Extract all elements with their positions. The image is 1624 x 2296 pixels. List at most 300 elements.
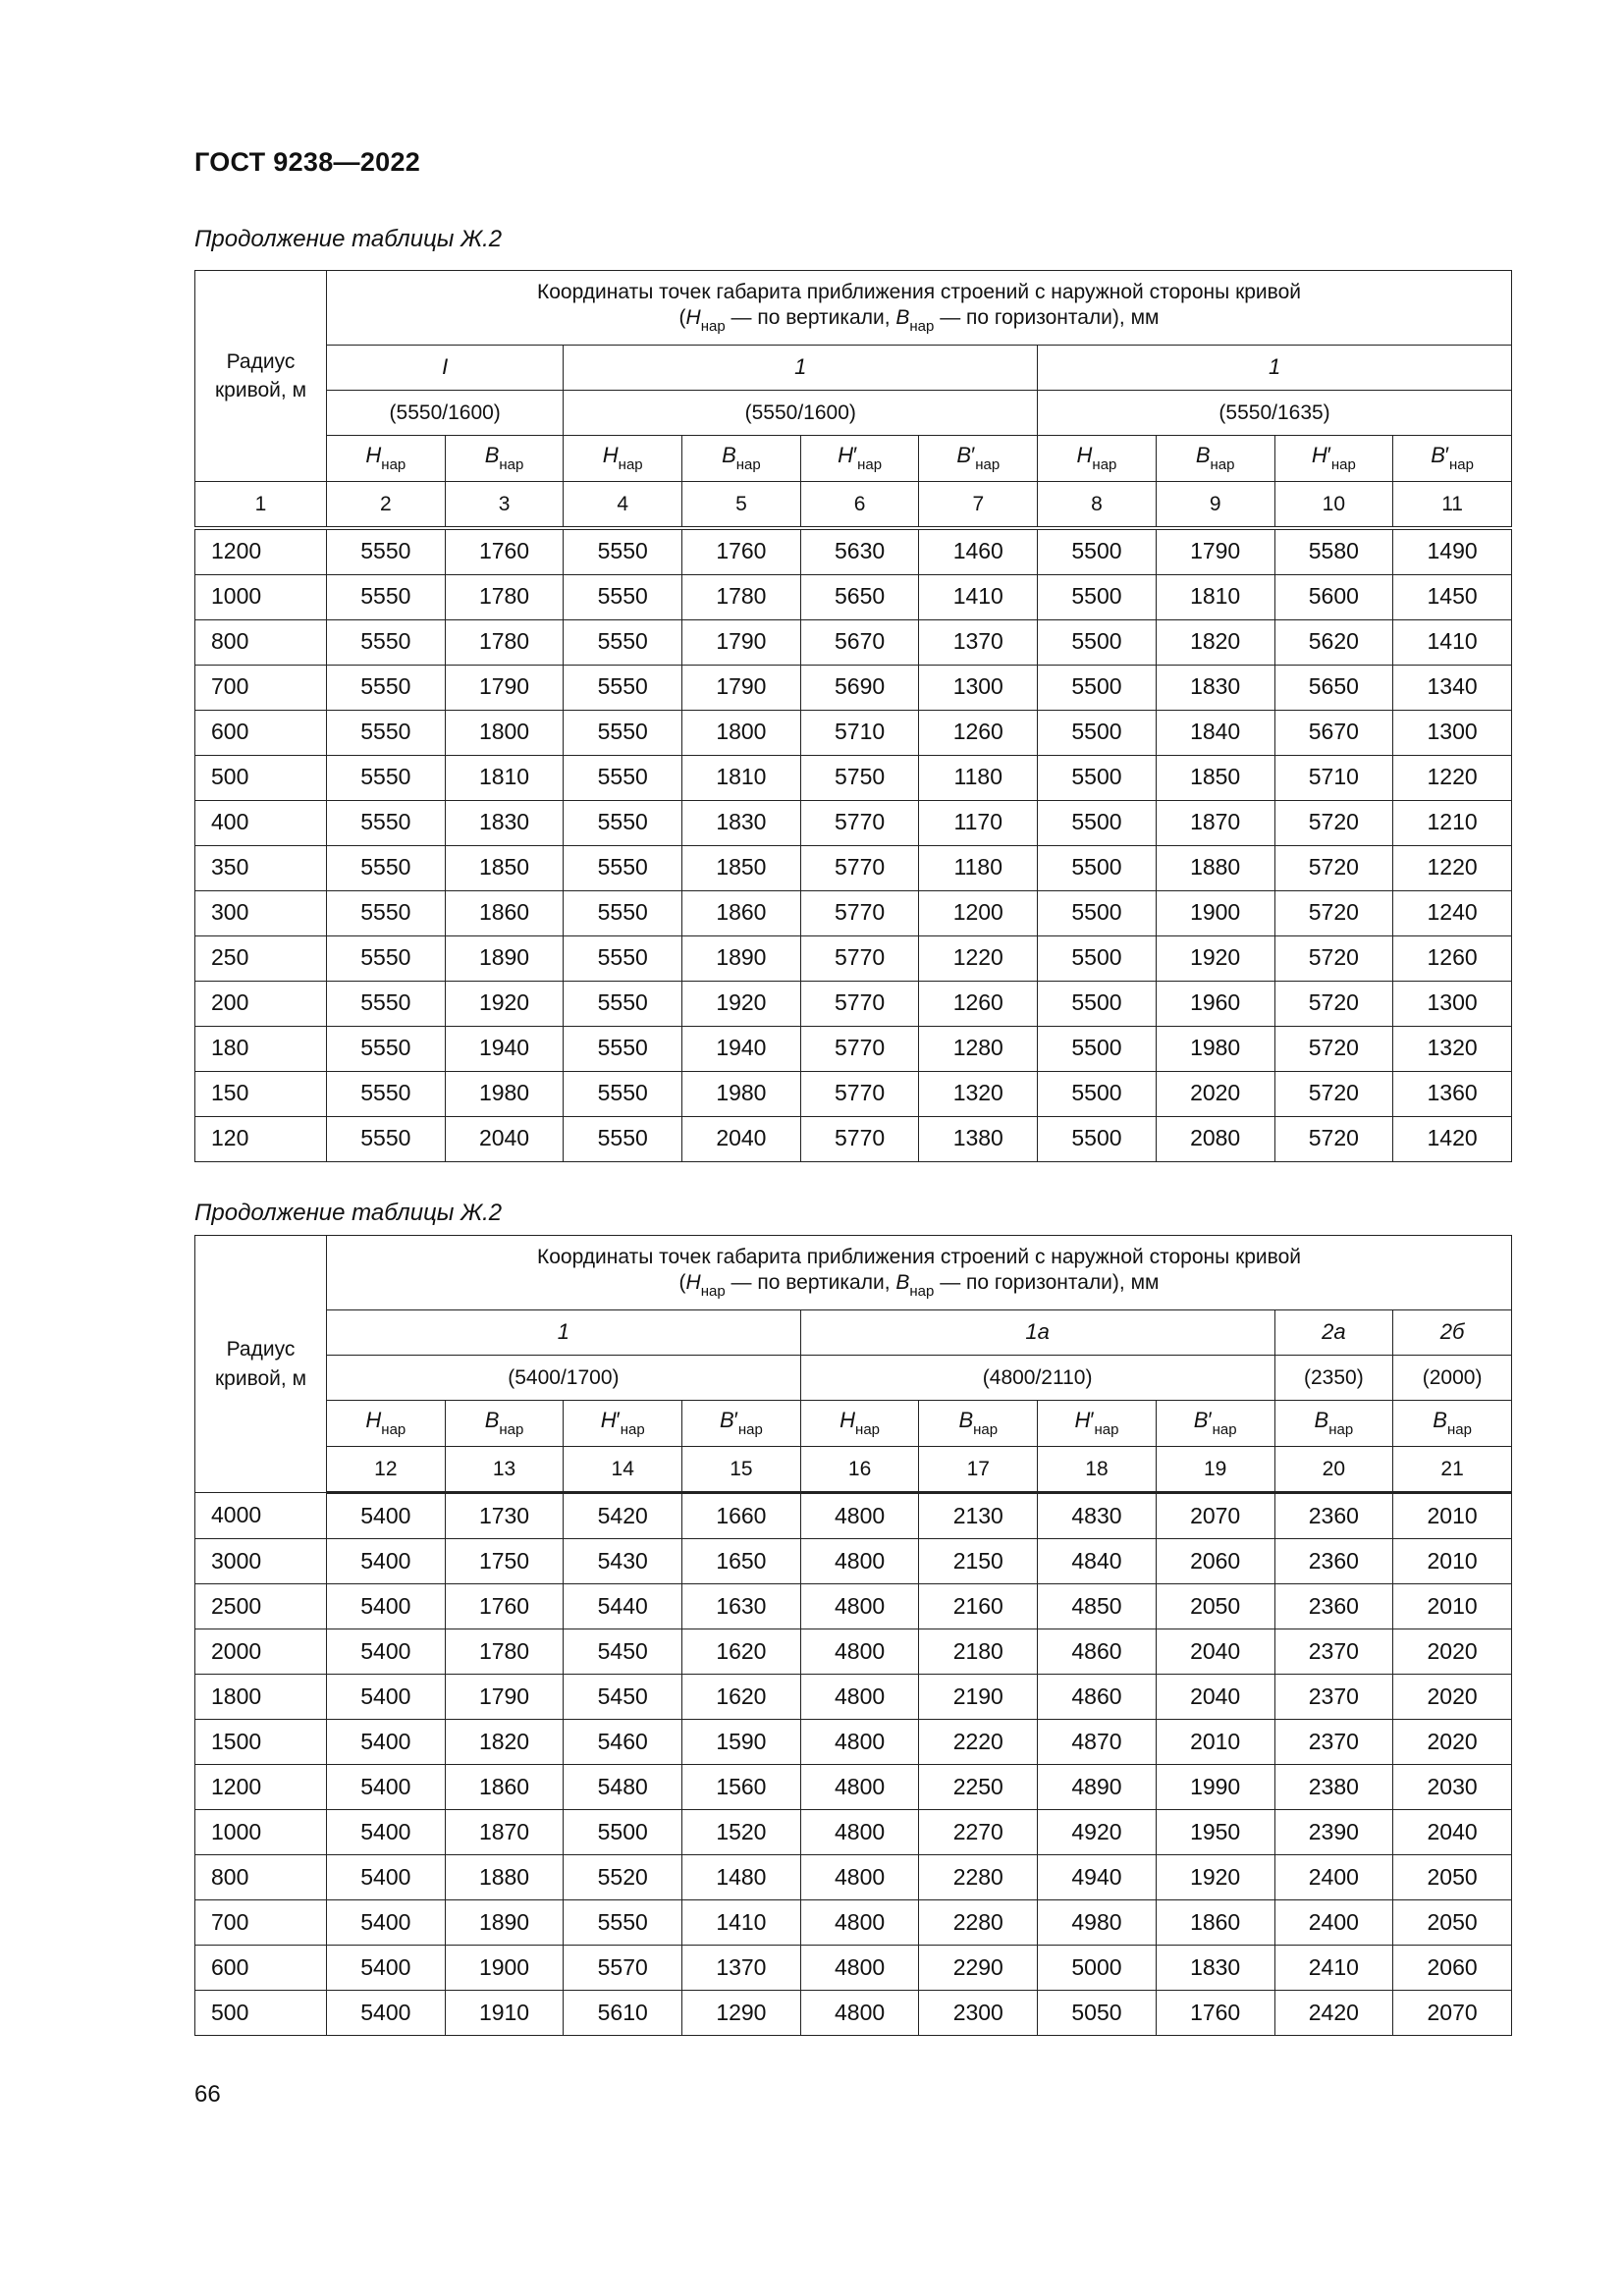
table-cell: 5550 [564,528,682,575]
coordinate-symbol [1393,436,1512,482]
table-cell: 4800 [800,1765,919,1810]
symbol-subscript: нар [381,1421,406,1438]
table-cell: 5500 [1038,710,1157,755]
table-row [195,800,1512,845]
table-cell: 5720 [1274,1071,1393,1116]
table-cell: 4890 [1038,1765,1157,1810]
table-row [195,845,1512,890]
table-cell: 2050 [1393,1855,1512,1900]
table-cell: 4830 [1038,1493,1157,1539]
table-cell: 2290 [919,1946,1038,1991]
table-title-line2 [327,1270,1511,1301]
table-row [195,755,1512,800]
table-cell: 1960 [1156,981,1274,1026]
symbol-prime: ′ [1208,1408,1213,1432]
table-cell: 1790 [682,665,801,710]
table-row [195,1539,1512,1584]
column-number: 6 [800,482,919,528]
table-cell: 1180 [919,845,1038,890]
radius-value: 3000 [195,1539,327,1584]
table-cell: 1300 [1393,710,1512,755]
table-cell: 5550 [564,619,682,665]
table-row [195,1026,1512,1071]
table-cell: 5550 [327,755,446,800]
coordinate-symbol [327,436,446,482]
table-cell: 5550 [564,845,682,890]
table-cell: 1320 [1393,1026,1512,1071]
table-cell: 1590 [682,1720,801,1765]
symbol-subscript: нар [975,456,1001,473]
table-cell: 1260 [1393,935,1512,981]
symbol-prime: ′ [1326,443,1331,467]
table-cell: 1630 [682,1584,801,1629]
table-cell: 5550 [327,1026,446,1071]
table-cell: 1750 [445,1539,564,1584]
symbol-subscript: нар [499,456,524,473]
table-cell: 2420 [1274,1991,1393,2036]
table-cell: 5690 [800,665,919,710]
table-cell: 2390 [1274,1810,1393,1855]
table-cell: 5400 [327,1765,446,1810]
table-cell: 1890 [682,935,801,981]
table-cell: 5720 [1274,981,1393,1026]
table-cell: 2370 [1274,1720,1393,1765]
table-cell: 1760 [1156,1991,1274,2036]
symbol-letter: H [602,443,619,467]
table-cell: 2040 [682,1116,801,1161]
table-cell: 2280 [919,1855,1038,1900]
table-cell: 5720 [1274,935,1393,981]
table-cell: 5480 [564,1765,682,1810]
table-cell: 1790 [682,619,801,665]
table-cell: 5770 [800,890,919,935]
symbol-letter: B [720,1408,734,1432]
table-cell: 5430 [564,1539,682,1584]
table-cell: 5440 [564,1584,682,1629]
table-cell: 1780 [445,1629,564,1675]
symbol-prime: ′ [733,1408,738,1432]
coordinate-symbol [564,436,682,482]
table-row [195,1584,1512,1629]
table-cell: 1790 [1156,528,1274,575]
gauge-size: (5400/1700) [327,1356,801,1401]
table-cell: 5550 [564,1071,682,1116]
table-cell: 1900 [1156,890,1274,935]
table-cell: 1780 [682,574,801,619]
title-text-part: — по вертикали, [725,1270,896,1294]
table-cell: 5500 [1038,981,1157,1026]
table-row [195,890,1512,935]
table-cell: 5500 [1038,1116,1157,1161]
clearance-table-2 [194,1235,1512,2036]
column-number: 11 [1393,482,1512,528]
symbol-subscript: нар [1328,1421,1354,1438]
table-cell: 1980 [1156,1026,1274,1071]
table-cell: 4850 [1038,1584,1157,1629]
header-row-gauge-sizes [195,391,1512,436]
radius-value: 250 [195,935,327,981]
symbol-letter: B [956,443,972,467]
radius-header: Радиус кривой, м [195,1236,327,1493]
table-cell: 5620 [1274,619,1393,665]
gauge-size: (5550/1600) [327,391,564,436]
radius-value: 150 [195,1071,327,1116]
table-cell: 5450 [564,1629,682,1675]
table-cell: 1220 [1393,755,1512,800]
symbol-letter: B [958,1408,974,1432]
table-cell: 2160 [919,1584,1038,1629]
table-cell: 1940 [445,1026,564,1071]
header-row-symbols [195,436,1512,482]
table-cell: 2060 [1156,1539,1274,1584]
table-cell: 2190 [919,1675,1038,1720]
table-cell: 2050 [1156,1584,1274,1629]
table-cell: 5500 [1038,845,1157,890]
table-cell: 2370 [1274,1675,1393,1720]
table-cell: 2130 [919,1493,1038,1539]
table-cell: 5400 [327,1539,446,1584]
radius-value: 1800 [195,1675,327,1720]
table-cell: 2010 [1393,1539,1512,1584]
symbol-letter: H [1311,443,1327,467]
table-cell: 5450 [564,1675,682,1720]
coordinate-symbol [1038,436,1157,482]
symbol-letter: B [1195,443,1211,467]
title-symbol: B [895,305,910,329]
table-cell: 5710 [800,710,919,755]
table-cell: 5050 [1038,1991,1157,2036]
table-cell: 2250 [919,1765,1038,1810]
table-cell: 5550 [564,981,682,1026]
table1-container [194,270,1512,1162]
symbol-letter: H [1074,1408,1091,1432]
coordinate-symbol [564,1401,682,1447]
table-cell: 5720 [1274,1116,1393,1161]
table-cell: 5400 [327,1720,446,1765]
coordinate-symbol [1274,436,1393,482]
table-cell: 1560 [682,1765,801,1810]
header-row-gauge-numbers [195,346,1512,391]
table-cell: 1810 [1156,574,1274,619]
column-number: 7 [919,482,1038,528]
coordinate-symbol [800,436,919,482]
table-cell: 1760 [445,1584,564,1629]
header-row-column-numbers [195,1447,1512,1493]
column-number: 19 [1156,1447,1274,1493]
table-cell: 1320 [919,1071,1038,1116]
table-cell: 1620 [682,1629,801,1675]
table-cell: 5610 [564,1991,682,2036]
table2-caption: Продолжение таблицы Ж.2 [194,1200,503,1226]
table-cell: 2080 [1156,1116,1274,1161]
table-cell: 4800 [800,1810,919,1855]
title-symbol: H [685,305,701,329]
column-number: 3 [445,482,564,528]
column-number: 2 [327,482,446,528]
table-cell: 1760 [682,528,801,575]
table-cell: 1730 [445,1493,564,1539]
table-cell: 1980 [445,1071,564,1116]
table-cell: 5720 [1274,800,1393,845]
coordinate-symbol [1393,1401,1512,1447]
table-cell: 5550 [564,710,682,755]
table-row [195,1765,1512,1810]
table-cell: 4860 [1038,1629,1157,1675]
table-cell: 5500 [1038,1071,1157,1116]
table-row [195,574,1512,619]
table-row [195,1071,1512,1116]
table-cell: 5550 [327,574,446,619]
coordinate-symbol [682,436,801,482]
column-number: 21 [1393,1447,1512,1493]
table-cell: 5500 [1038,528,1157,575]
table-cell: 5460 [564,1720,682,1765]
table-cell: 5550 [564,935,682,981]
table-cell: 1780 [445,619,564,665]
radius-value: 600 [195,1946,327,1991]
table-cell: 2370 [1274,1629,1393,1675]
table-cell: 4920 [1038,1810,1157,1855]
table-cell: 1860 [445,890,564,935]
table-cell: 5550 [327,528,446,575]
table-cell: 2410 [1274,1946,1393,1991]
table-cell: 5550 [327,845,446,890]
clearance-table-1 [194,270,1512,1162]
table-cell: 4800 [800,1991,919,2036]
table-cell: 2010 [1393,1584,1512,1629]
table1-caption: Продолжение таблицы Ж.2 [194,226,503,252]
table-cell: 1870 [1156,800,1274,845]
symbol-subscript: нар [973,1421,999,1438]
table-cell: 1880 [1156,845,1274,890]
table-cell: 5400 [327,1810,446,1855]
table-cell: 5550 [327,800,446,845]
table-cell: 2400 [1274,1855,1393,1900]
symbol-letter: H [365,1408,382,1432]
gauge-number: 1 [327,1310,801,1356]
table-cell: 5550 [564,574,682,619]
table-cell: 1280 [919,1026,1038,1071]
table-row [195,1946,1512,1991]
table-cell: 2060 [1393,1946,1512,1991]
table-cell: 2010 [1393,1493,1512,1539]
table-cell: 1860 [445,1765,564,1810]
title-text-part: — по горизонтали), мм [934,1270,1160,1294]
table-cell: 2040 [445,1116,564,1161]
table-cell: 4980 [1038,1900,1157,1946]
table-cell: 5550 [564,1900,682,1946]
table-cell: 1170 [919,800,1038,845]
table-cell: 5400 [327,1493,446,1539]
table-cell: 1370 [682,1946,801,1991]
table-cell: 1920 [1156,1855,1274,1900]
coordinate-symbol [1038,1401,1157,1447]
column-number: 12 [327,1447,446,1493]
column-number: 10 [1274,482,1393,528]
gauge-number: 1 [1038,346,1512,391]
coordinate-symbol [919,1401,1038,1447]
title-subscript: нар [909,1282,935,1300]
symbol-letter: B [1431,443,1445,467]
table-cell: 2150 [919,1539,1038,1584]
table-cell: 4860 [1038,1675,1157,1720]
table-cell: 1890 [445,1900,564,1946]
table-cell: 1370 [919,619,1038,665]
table-cell: 5550 [564,800,682,845]
table-cell: 5550 [327,1116,446,1161]
table-cell: 5550 [327,710,446,755]
table-cell: 5000 [1038,1946,1157,1991]
radius-value: 1000 [195,1810,327,1855]
symbol-subscript: нар [857,456,883,473]
table-row [195,665,1512,710]
table-cell: 5720 [1274,890,1393,935]
table-cell: 5500 [1038,755,1157,800]
radius-value: 120 [195,1116,327,1161]
table-cell: 2020 [1393,1675,1512,1720]
table-cell: 1800 [682,710,801,755]
gauge-size: (5550/1600) [564,391,1038,436]
title-symbol: B [895,1270,910,1294]
table-cell: 5550 [564,1116,682,1161]
table-cell: 2360 [1274,1493,1393,1539]
header-row-title [195,1236,1512,1310]
title-symbol: H [685,1270,701,1294]
table-cell: 4800 [800,1675,919,1720]
table-cell: 1980 [682,1071,801,1116]
table-cell: 5500 [1038,574,1157,619]
table-cell: 5500 [1038,1026,1157,1071]
table-cell: 4800 [800,1493,919,1539]
table-cell: 5770 [800,1116,919,1161]
table-cell: 1340 [1393,665,1512,710]
table-cell: 5400 [327,1675,446,1720]
table-cell: 2300 [919,1991,1038,2036]
table-cell: 1300 [919,665,1038,710]
symbol-letter: B [484,443,500,467]
table-cell: 1870 [445,1810,564,1855]
table-cell: 2070 [1156,1493,1274,1539]
table-cell: 1880 [445,1855,564,1900]
table-cell: 2360 [1274,1584,1393,1629]
table-title-line1: Координаты точек габарита приближения строений с наружной стороны кривой [537,1246,1301,1269]
table-title [327,1236,1512,1310]
symbol-subscript: нар [1210,456,1235,473]
gauge-number: 2б [1393,1310,1512,1356]
gauge-size: (5550/1635) [1038,391,1512,436]
table-cell: 1180 [919,755,1038,800]
table-cell: 1760 [445,528,564,575]
table-title-line2 [327,305,1511,336]
symbol-letter: H [365,443,382,467]
table-cell: 5650 [1274,665,1393,710]
symbol-prime: ′ [1090,1408,1095,1432]
gauge-number: 2а [1274,1310,1393,1356]
radius-value: 1200 [195,1765,327,1810]
table-row [195,710,1512,755]
column-number: 15 [682,1447,801,1493]
table-cell: 2280 [919,1900,1038,1946]
table-cell: 1520 [682,1810,801,1855]
radius-value: 2500 [195,1584,327,1629]
table-cell: 2040 [1156,1629,1274,1675]
table-cell: 1900 [445,1946,564,1991]
symbol-subscript: нар [381,456,406,473]
table-cell: 5670 [1274,710,1393,755]
table-cell: 5750 [800,755,919,800]
table-cell: 5550 [564,890,682,935]
title-text-part: — по горизонтали), мм [934,305,1160,329]
table-cell: 5550 [564,1026,682,1071]
title-subscript: нар [700,1282,726,1300]
table-cell: 2070 [1393,1991,1512,2036]
table-cell: 1950 [1156,1810,1274,1855]
radius-value: 800 [195,1855,327,1900]
title-text-part: — по вертикали, [725,305,896,329]
radius-header: Радиус кривой, м [195,271,327,482]
table-cell: 1850 [445,845,564,890]
column-number: 8 [1038,482,1157,528]
coordinate-symbol [1156,1401,1274,1447]
table-cell: 2180 [919,1629,1038,1675]
table-cell: 1790 [445,665,564,710]
table-cell: 2400 [1274,1900,1393,1946]
coordinate-symbol [327,1401,446,1447]
table-cell: 5770 [800,1071,919,1116]
symbol-subscript: нар [618,456,643,473]
table-cell: 5500 [1038,665,1157,710]
table-cell: 4840 [1038,1539,1157,1584]
symbol-letter: B [722,443,736,467]
gauge-size: (4800/2110) [800,1356,1274,1401]
table-cell: 5500 [1038,800,1157,845]
table-cell: 1860 [682,890,801,935]
table-cell: 1460 [919,528,1038,575]
table2-container [194,1235,1512,2036]
table-cell: 1800 [445,710,564,755]
table-cell: 5400 [327,1946,446,1991]
table-cell: 5580 [1274,528,1393,575]
table-cell: 1840 [1156,710,1274,755]
header-row-symbols [195,1401,1512,1447]
radius-value: 350 [195,845,327,890]
table-cell: 1920 [445,981,564,1026]
symbol-subscript: нар [1212,1421,1237,1438]
table-title [327,271,1512,346]
table-cell: 1920 [1156,935,1274,981]
table-cell: 5400 [327,1855,446,1900]
table-cell: 1650 [682,1539,801,1584]
radius-value: 200 [195,981,327,1026]
table-row [195,935,1512,981]
table-cell: 1200 [919,890,1038,935]
table-row [195,1855,1512,1900]
title-subscript: нар [909,317,935,335]
table-cell: 5570 [564,1946,682,1991]
table-cell: 4870 [1038,1720,1157,1765]
column-number: 4 [564,482,682,528]
table-cell: 5550 [327,619,446,665]
table-cell: 5650 [800,574,919,619]
table-cell: 1410 [1393,619,1512,665]
table-cell: 1830 [1156,665,1274,710]
table-cell: 1860 [1156,1900,1274,1946]
gauge-size: (2350) [1274,1356,1393,1401]
column-number: 14 [564,1447,682,1493]
table-cell: 5550 [327,935,446,981]
table-cell: 5420 [564,1493,682,1539]
table-cell: 1240 [1393,890,1512,935]
